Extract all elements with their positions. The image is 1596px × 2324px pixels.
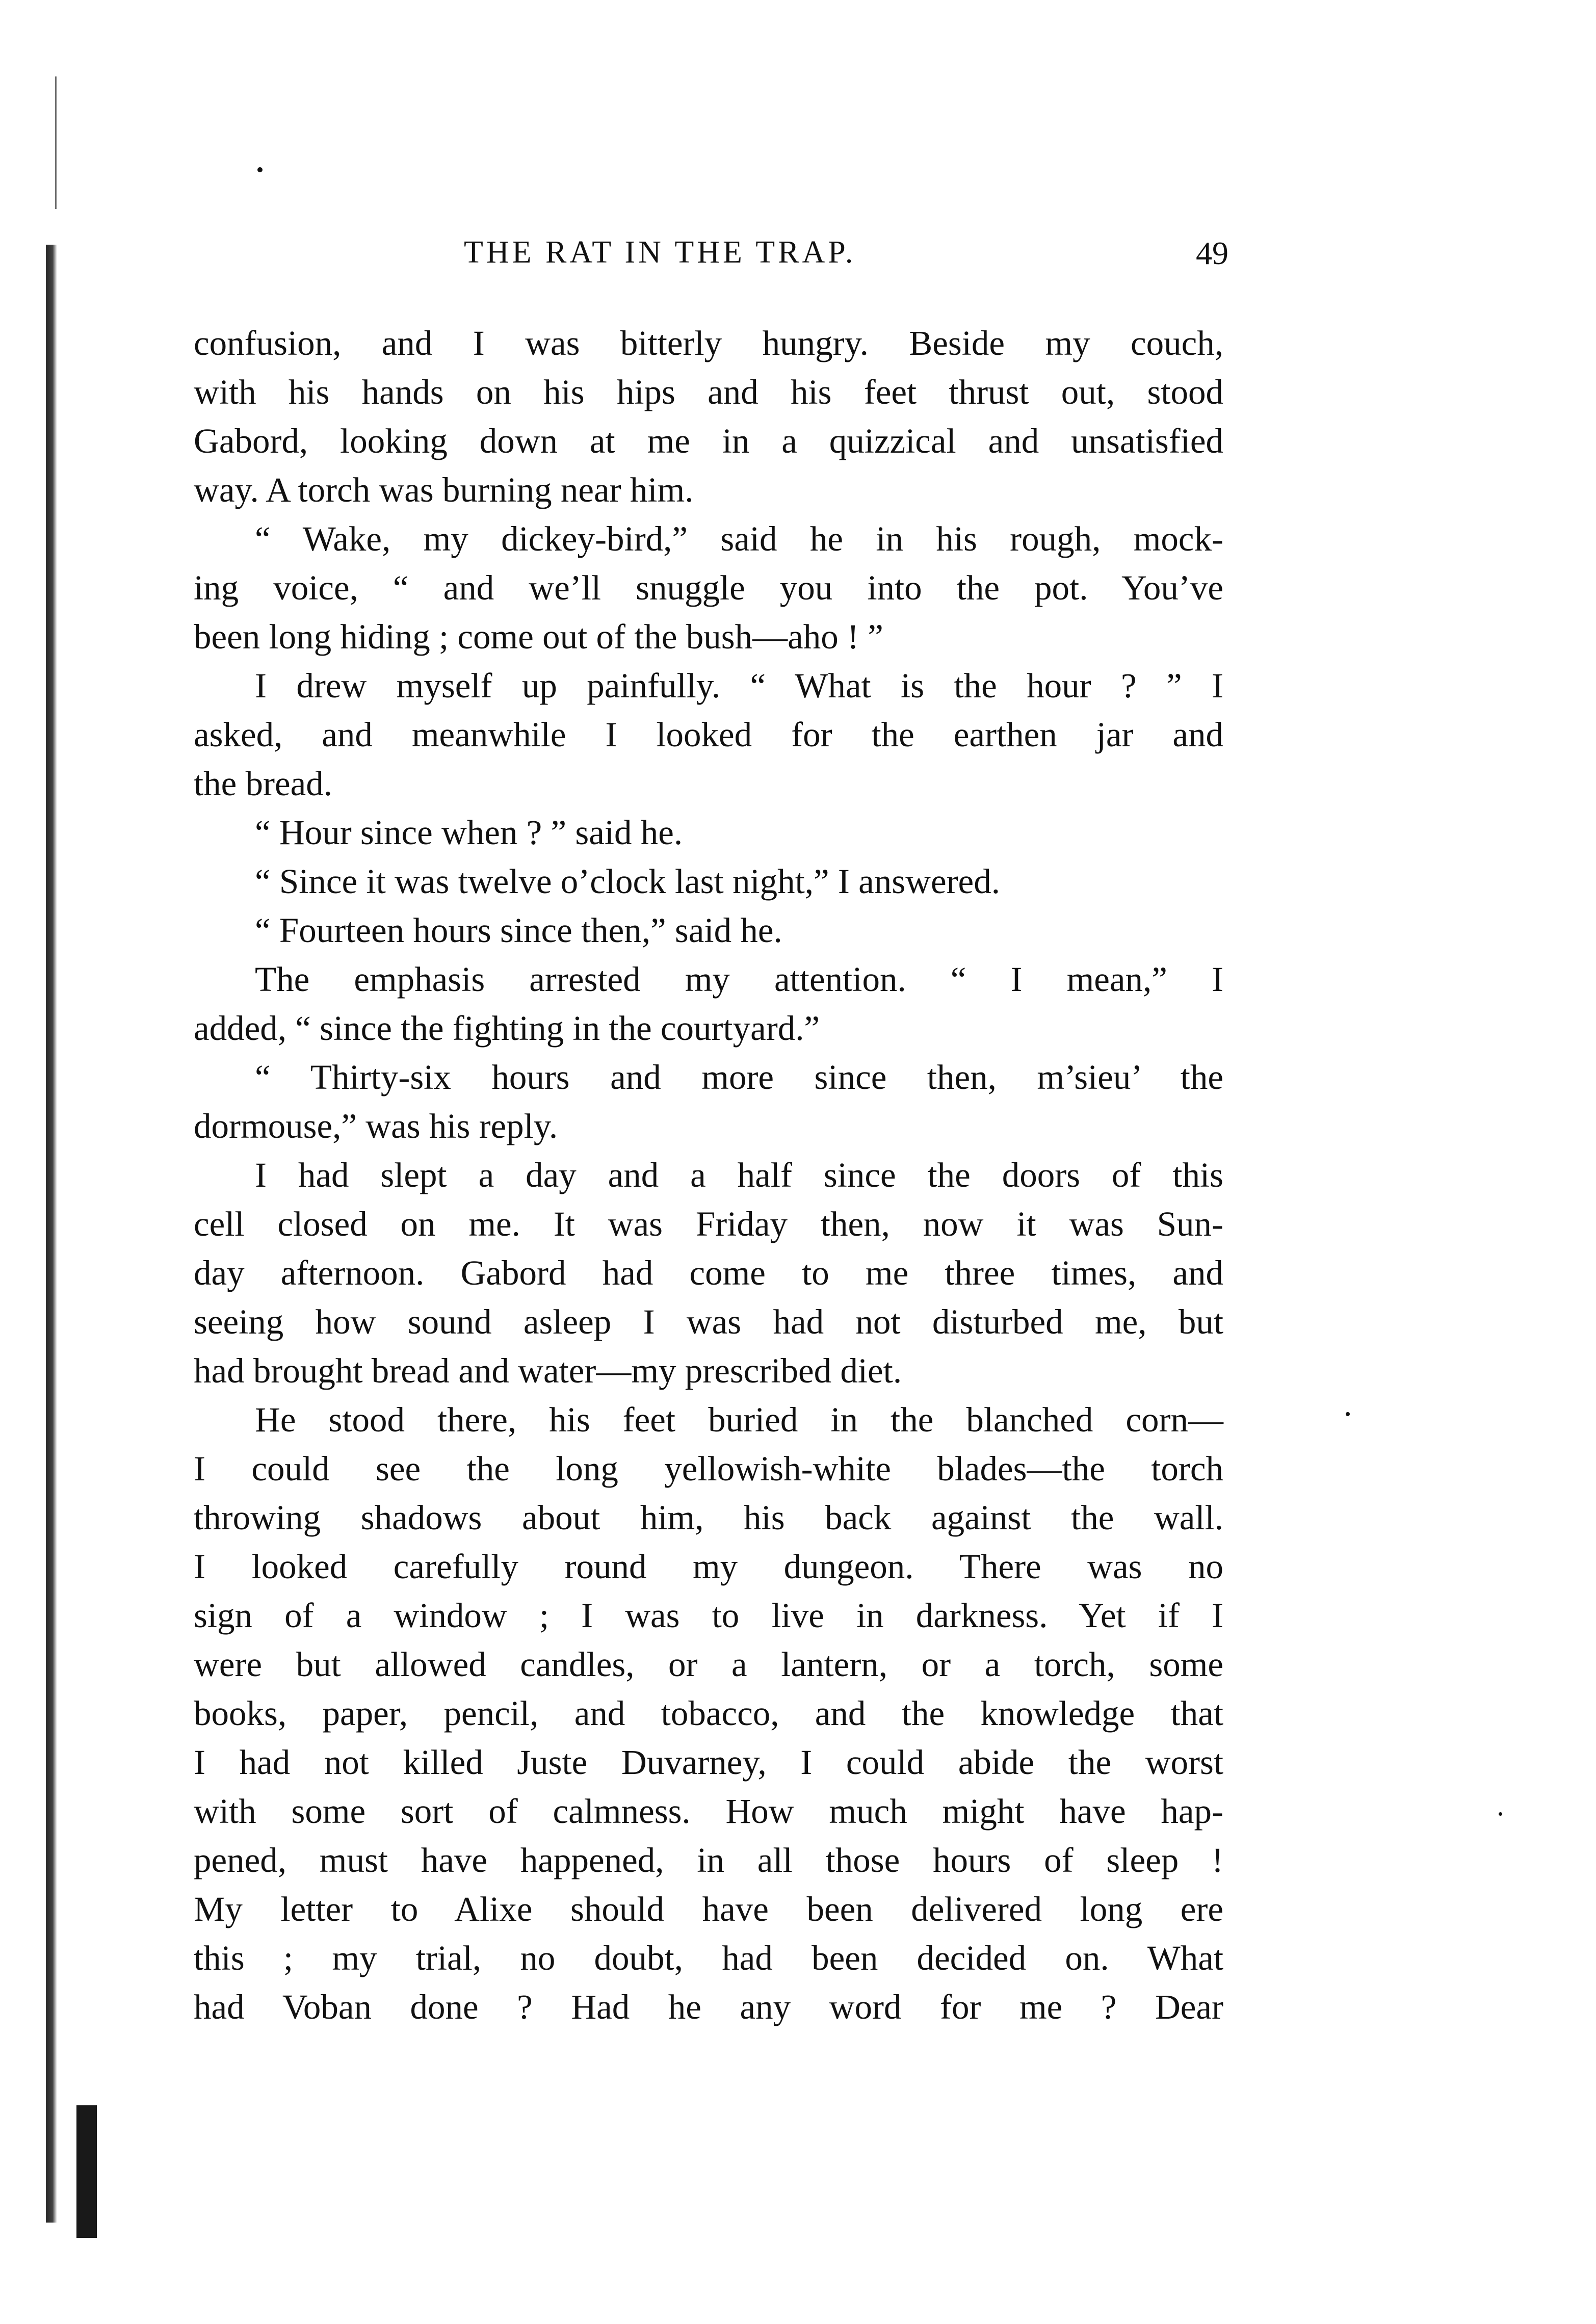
text-line: My letter to Alixe should have been delivered long ere <box>194 1890 1223 1928</box>
text-line: books, paper, pencil, and tobacco, and the knowledge that <box>194 1694 1223 1733</box>
ink-speck <box>1346 1412 1350 1416</box>
text-line: Gabord, looking down at me in a quizzical and unsatisfied <box>194 422 1223 460</box>
text-line: throwing shadows about him, his back against the wall. <box>194 1498 1223 1537</box>
text-line: I had not killed Juste Duvarney, I could abide the worst <box>194 1743 1223 1782</box>
text-line: “ Fourteen hours since then,” said he. <box>255 911 782 950</box>
text-line: asked, and meanwhile I looked for the earthen jar and <box>194 715 1223 754</box>
text-line: way. A torch was burning near him. <box>194 471 694 509</box>
text-line: had Voban done ? Had he any word for me ? Dear <box>194 1988 1223 2026</box>
text-line: the bread. <box>194 764 333 803</box>
binding-shadow <box>46 245 57 2223</box>
text-line: dormouse,” was his reply. <box>194 1107 558 1145</box>
text-line: I looked carefully round my dungeon. There was no <box>194 1547 1223 1586</box>
text-line: cell closed on me. It was Friday then, now it was Sun- <box>194 1205 1223 1243</box>
page-number: 49 <box>1196 235 1228 271</box>
text-line: The emphasis arrested my attention. “ I mean,” I <box>255 960 1223 999</box>
binding-shadow-top <box>55 76 57 209</box>
text-line: were but allowed candles, or a lantern, or a torch, some <box>194 1645 1223 1684</box>
text-line: been long hiding ; come out of the bush—aho ! ” <box>194 617 883 656</box>
text-line: had brought bread and water—my prescribed diet. <box>194 1351 902 1390</box>
text-line: with some sort of calmness. How much might have hap- <box>194 1792 1223 1831</box>
ink-speck <box>257 167 263 172</box>
text-line: pened, must have happened, in all those hours of sleep ! <box>194 1841 1223 1879</box>
ink-speck <box>1499 1812 1502 1816</box>
text-line: “ Hour since when ? ” said he. <box>255 813 683 852</box>
text-line: this ; my trial, no doubt, had been decided on. What <box>194 1939 1223 1977</box>
running-title: THE RAT IN THE TRAP. <box>464 235 856 270</box>
text-line: “ Thirty-six hours and more since then, m’sieu’ the <box>255 1058 1223 1096</box>
running-header <box>194 234 1228 280</box>
text-line: I had slept a day and a half since the doors of this <box>255 1156 1223 1194</box>
body-text <box>194 319 1223 2031</box>
text-line: “ Wake, my dickey-bird,” said he in his rough, mock- <box>255 519 1223 558</box>
text-line: “ Since it was twelve o’clock last night,” I answered. <box>255 862 1000 901</box>
text-line: ing voice, “ and we’ll snuggle you into the pot. You’ve <box>194 568 1223 607</box>
text-line: with his hands on his hips and his feet thrust out, stood <box>194 373 1223 411</box>
text-line: seeing how sound asleep I was had not disturbed me, but <box>194 1302 1223 1341</box>
text-line: I drew myself up painfully. “ What is the hour ? ” I <box>255 666 1223 705</box>
text-line: added, “ since the fighting in the courtyard.” <box>194 1009 820 1048</box>
text-line: day afternoon. Gabord had come to me three times, and <box>194 1254 1223 1292</box>
text-line: confusion, and I was bitterly hungry. Beside my couch, <box>194 324 1223 362</box>
text-line: He stood there, his feet buried in the blanched corn— <box>255 1400 1223 1439</box>
binding-shadow-bottom <box>76 2105 97 2238</box>
text-line: sign of a window ; I was to live in darkness. Yet if I <box>194 1596 1223 1635</box>
text-line: I could see the long yellowish-white blades—the torch <box>194 1449 1223 1488</box>
